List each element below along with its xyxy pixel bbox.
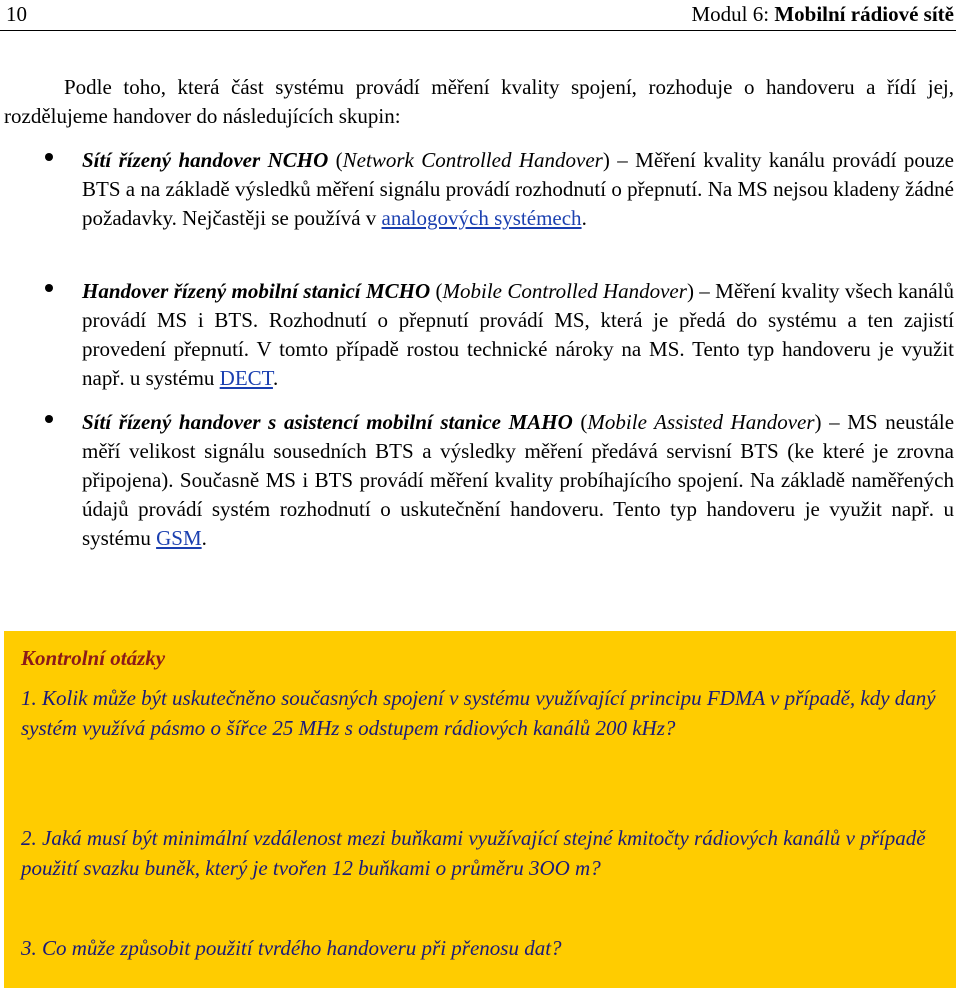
paren-close: ) – xyxy=(686,279,716,303)
bullet-end: . xyxy=(581,206,587,230)
page-header xyxy=(0,0,956,31)
bullet-mcho xyxy=(82,277,954,393)
bullet-end: . xyxy=(272,366,279,390)
bullet-dot xyxy=(45,153,53,161)
intro-paragraph: Podle toho, která část systému provádí měření kvality spojení, rozhoduje o handoveru a řídí jej, rozdělujeme handover do následujících skupin: xyxy=(4,75,954,128)
paren-open: ( xyxy=(430,279,443,303)
bullet-english-name: Network Controlled Handover xyxy=(342,148,603,172)
module-prefix: Modul 6: xyxy=(691,2,775,26)
bullet-term: Sítí řízený handover s asistencí mobilní stanice MAHO xyxy=(82,410,573,434)
bullet-term: Handover řízený mobilní stanicí MCHO xyxy=(82,279,431,303)
bullet-english-name: Mobile Assisted Handover xyxy=(587,410,815,434)
question-2: 2. Jaká musí být minimální vzdálenost mezi buňkami využívající stejné kmitočty rádiových kanálů v případě použití svazku buněk, který je tvořen 12 buňkami o průměru 3OO m? xyxy=(21,826,926,880)
link-analog-systems[interactable]: analogových systémech xyxy=(381,206,582,230)
bullet-maho xyxy=(82,408,954,553)
bullet-end: . xyxy=(201,526,207,550)
paren-open: ( xyxy=(328,148,343,172)
question-3: 3. Co může způsobit použití tvrdého handoveru při přenosu dat? xyxy=(21,936,562,960)
module-title xyxy=(691,0,954,28)
bullet-text: MS neustále měří velikost signálu sousedních BTS a výsledky měření předává servisní BTS (ke které je zrovna připojena). Současně MS i BTS provádí měření kvality probíhajícího spojení. Na základě naměřených údajů provádí systém rozhodnutí o uskutečnění handoveru. Tento typ handoveru je využit např. u systému xyxy=(82,410,955,550)
bullet-text: Měření kvality kanálu provádí pouze BTS a na základě výsledků měření signálu provádí rozhodnutí o přepnutí. Na MS nejsou kladeny žádné požadavky. Nejčastěji se používá v xyxy=(82,148,955,230)
page-number: 10 xyxy=(6,2,27,26)
paren-close: ) – xyxy=(602,148,636,172)
bullet-dot xyxy=(45,415,53,423)
link-gsm[interactable]: GSM xyxy=(156,526,202,550)
bullet-term: Sítí řízený handover NCHO xyxy=(82,148,329,172)
bullet-english-name: Mobile Controlled Handover xyxy=(442,279,687,303)
question-1: 1. Kolik může být uskutečněno současných spojení v systému využívající principu FDMA v případě, kdy daný systém využívá pásmo o šířce 25 MHz s odstupem rádiových kanálů 200 kHz? xyxy=(21,686,936,740)
bullet-ncho xyxy=(82,146,954,233)
bullet-dot xyxy=(45,284,53,292)
module-name: Mobilní rádiové sítě xyxy=(774,2,954,26)
review-questions-box xyxy=(4,631,956,988)
bullet-text: Měření kvality všech kanálů provádí MS i BTS. Rozhodnutí o přepnutí provádí MS, která je předá do systému a ten zajistí provedení přepnutí. V tomto případě rostou technické nároky na MS. Tento typ handoveru je využit např. u systému xyxy=(82,279,954,390)
link-dect[interactable]: DECT xyxy=(219,366,273,390)
paren-close: ) – xyxy=(814,410,848,434)
review-title: Kontrolní otázky xyxy=(21,646,166,670)
paren-open: ( xyxy=(572,410,588,434)
